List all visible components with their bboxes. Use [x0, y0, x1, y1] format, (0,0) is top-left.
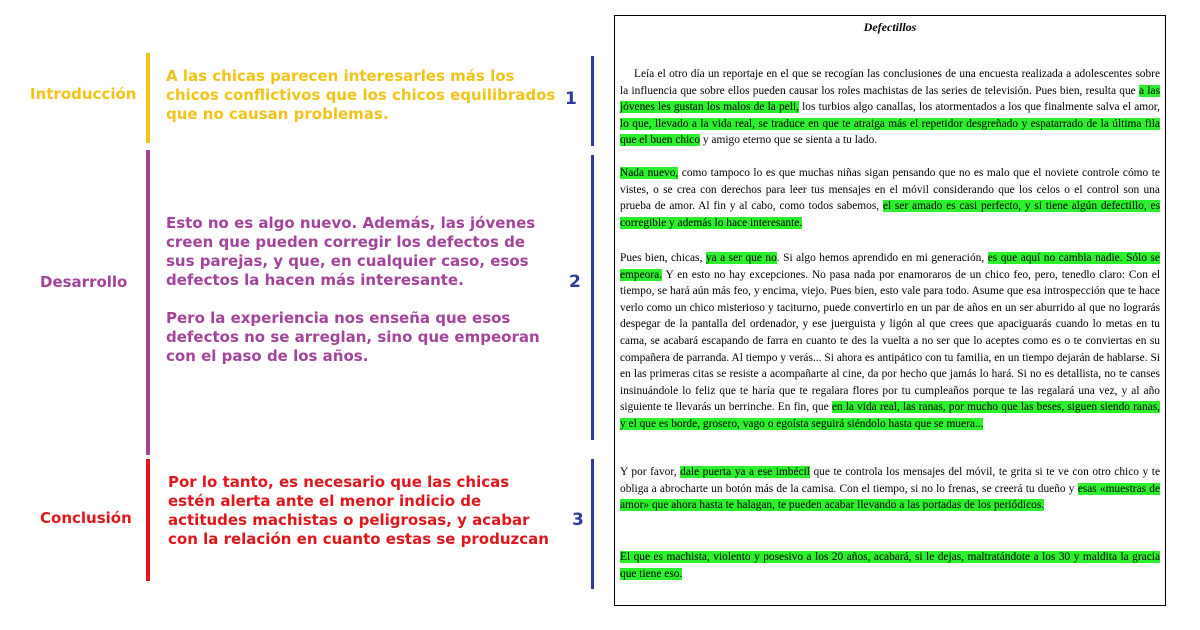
- section-label-desarrollo: Desarrollo: [40, 273, 128, 291]
- paragraph-text-run: Leía el otro día un reportaje en el que se recogían las conclusiones de una encuesta realizada a adolescentes sobre la influencia que sobre ellos pueden causar los roles machistas de las series de televisión. Pues bien, resulta que: [620, 68, 1160, 97]
- highlighted-phrase: lo que, llevado a la vida real, se traduce en que te atraiga más el repetidor desgreñado y espatarrado de la última fila que el buen chico: [620, 117, 1160, 147]
- document-paragraph-1: [620, 66, 1160, 149]
- summary-desarrollo: [166, 214, 550, 366]
- bar-conclusion: [146, 459, 150, 581]
- paragraph-text-run: Pues bien, chicas,: [620, 252, 706, 264]
- blue-bar-2: [591, 155, 594, 440]
- paragraph-text-run: . Si algo hemos aprendido en mi generación,: [776, 252, 988, 264]
- paragraph-text-run: y amigo eterno que se sienta a tu lado.: [700, 134, 878, 147]
- document-title: Defectillos: [863, 20, 917, 34]
- highlighted-phrase: El que es machista, violento y posesivo a los 20 años, acabará, si le dejas, maltratándote a los 30 y maldita la gracia que tiene eso.: [620, 551, 1160, 580]
- highlighted-phrase: esas «muestras de amor» que ahora hasta te halagan, te pueden acabar llevando a las portadas de los periódicos.: [620, 482, 1161, 512]
- paragraph-text-run: los turbios algo canallas, los atormentados a los que finalmente salva el amor,: [798, 101, 1160, 114]
- section-number-3: 3: [572, 510, 584, 530]
- highlighted-phrase: Nada nuevo,: [620, 167, 679, 179]
- section-label-introduccion: Introducción: [30, 85, 137, 103]
- paragraph-text-run: Y por favor,: [620, 466, 681, 478]
- document-paragraph-3: [620, 250, 1160, 433]
- section-number-1: 1: [565, 89, 577, 109]
- section-number-2: 2: [569, 272, 581, 292]
- highlighted-phrase: ya a ser que no: [705, 252, 777, 264]
- highlighted-phrase: dale puerta ya a ese imbécil: [680, 466, 810, 478]
- highlighted-phrase: el ser amado es casi perfecto, y si tiene algún defectillo, es corregible y además lo hace interesante.: [620, 200, 1160, 229]
- document-page: [614, 15, 1166, 606]
- bar-desarrollo: [146, 150, 150, 455]
- blue-bar-3: [591, 459, 594, 589]
- summary-conclusion: [168, 473, 558, 549]
- document-paragraph-4: [620, 464, 1160, 514]
- highlighted-phrase: en la vida real, las ranas, por mucho que las beses, siguen siendo ranas, y el que es borde, grosero, vago o egoísta seguirá siéndolo hasta que se muera...: [620, 401, 1161, 430]
- summary-desarrollo-text-2: Pero la experiencia nos enseña que esos defectos no se arreglan, sino que empeoran con el paso de los años.: [166, 309, 540, 365]
- highlighted-phrase: a las jóvenes les gustan los malos de la peli,: [620, 84, 1161, 114]
- paragraph-text-run: Y en esto no hay excepciones. No pasa nada por enamoraros de un chico feo, pero, tenedlo claro: Con el tiempo, se hará aún más feo, y encima, viejo. Pues bien, esto vale para todo. Asume que esa introspección que te hace verlo como un chico misterioso y taciturno, puede convertirlo en un par de años en un ser aburrido al que no lograrás despegar de la pantalla del ordenador, y ese juerguista y ligón al que crees que apaciguarás cuando lo metas en tu cama, se acabará escapando de farra en cuanto te des la vuelta a no ser que lo aceptes como es o te conviertas en su compañera de parranda. Al tiempo y verás... Si ahora es antipático con tu familia, en un tiempo dejarán de hablarse. Si en las primeras citas se resiste a acompañarte al cine, da por hecho que jamás lo hará. Si no es detallista, no te canses insinuándole lo feliz que te haría que te regalara flores por tu cumpleaños porque te las regalará una vez, y al año siguiente te llevarás un berrinche. En fin, que: [620, 268, 1160, 414]
- document-paragraph-2: [620, 165, 1160, 231]
- summary-conclusion-text: Por lo tanto, es necesario que las chicas estén alerta ante el menor indicio de actitudes machistas o peligrosas, y acabar con la relación en cuanto estas se produzcan: [168, 473, 549, 548]
- section-label-conclusion: Conclusión: [40, 509, 132, 527]
- paragraph-text-run: como tampoco lo es que muchas niñas sigan pensando que no es malo que el noviete controle cómo te vistes, o se crea con derechos para leer tus mensajes en el móvil considerando que los celos o el control son una prueba de amor. Al fin y al cabo, como todos sabemos,: [620, 167, 1160, 213]
- document-paragraph-5: [620, 549, 1160, 582]
- highlighted-phrase: es que aquí no cambia nadie. Sólo se empeora.: [620, 252, 1160, 281]
- summary-desarrollo-text-1: Esto no es algo nuevo. Además, las jóvenes creen que pueden corregir los defectos de sus parejas, y que, en cualquier caso, esos defectos la hacen más interesante.: [166, 214, 536, 289]
- summary-introduccion-text: A las chicas parecen interesarles más los chicos conflictivos que los chicos equilibrados que no causan problemas.: [166, 67, 556, 123]
- paragraph-text-run: que te controla los mensajes del móvil, te grita si te ve con otro chico y te obliga a abrocharte un botón más de la camisa. Con el tiempo, si no lo frenas, se creerá tu dueño y: [620, 466, 1160, 495]
- summary-introduccion: [166, 67, 566, 124]
- bar-introduccion: [146, 53, 150, 143]
- blue-bar-1: [591, 56, 594, 146]
